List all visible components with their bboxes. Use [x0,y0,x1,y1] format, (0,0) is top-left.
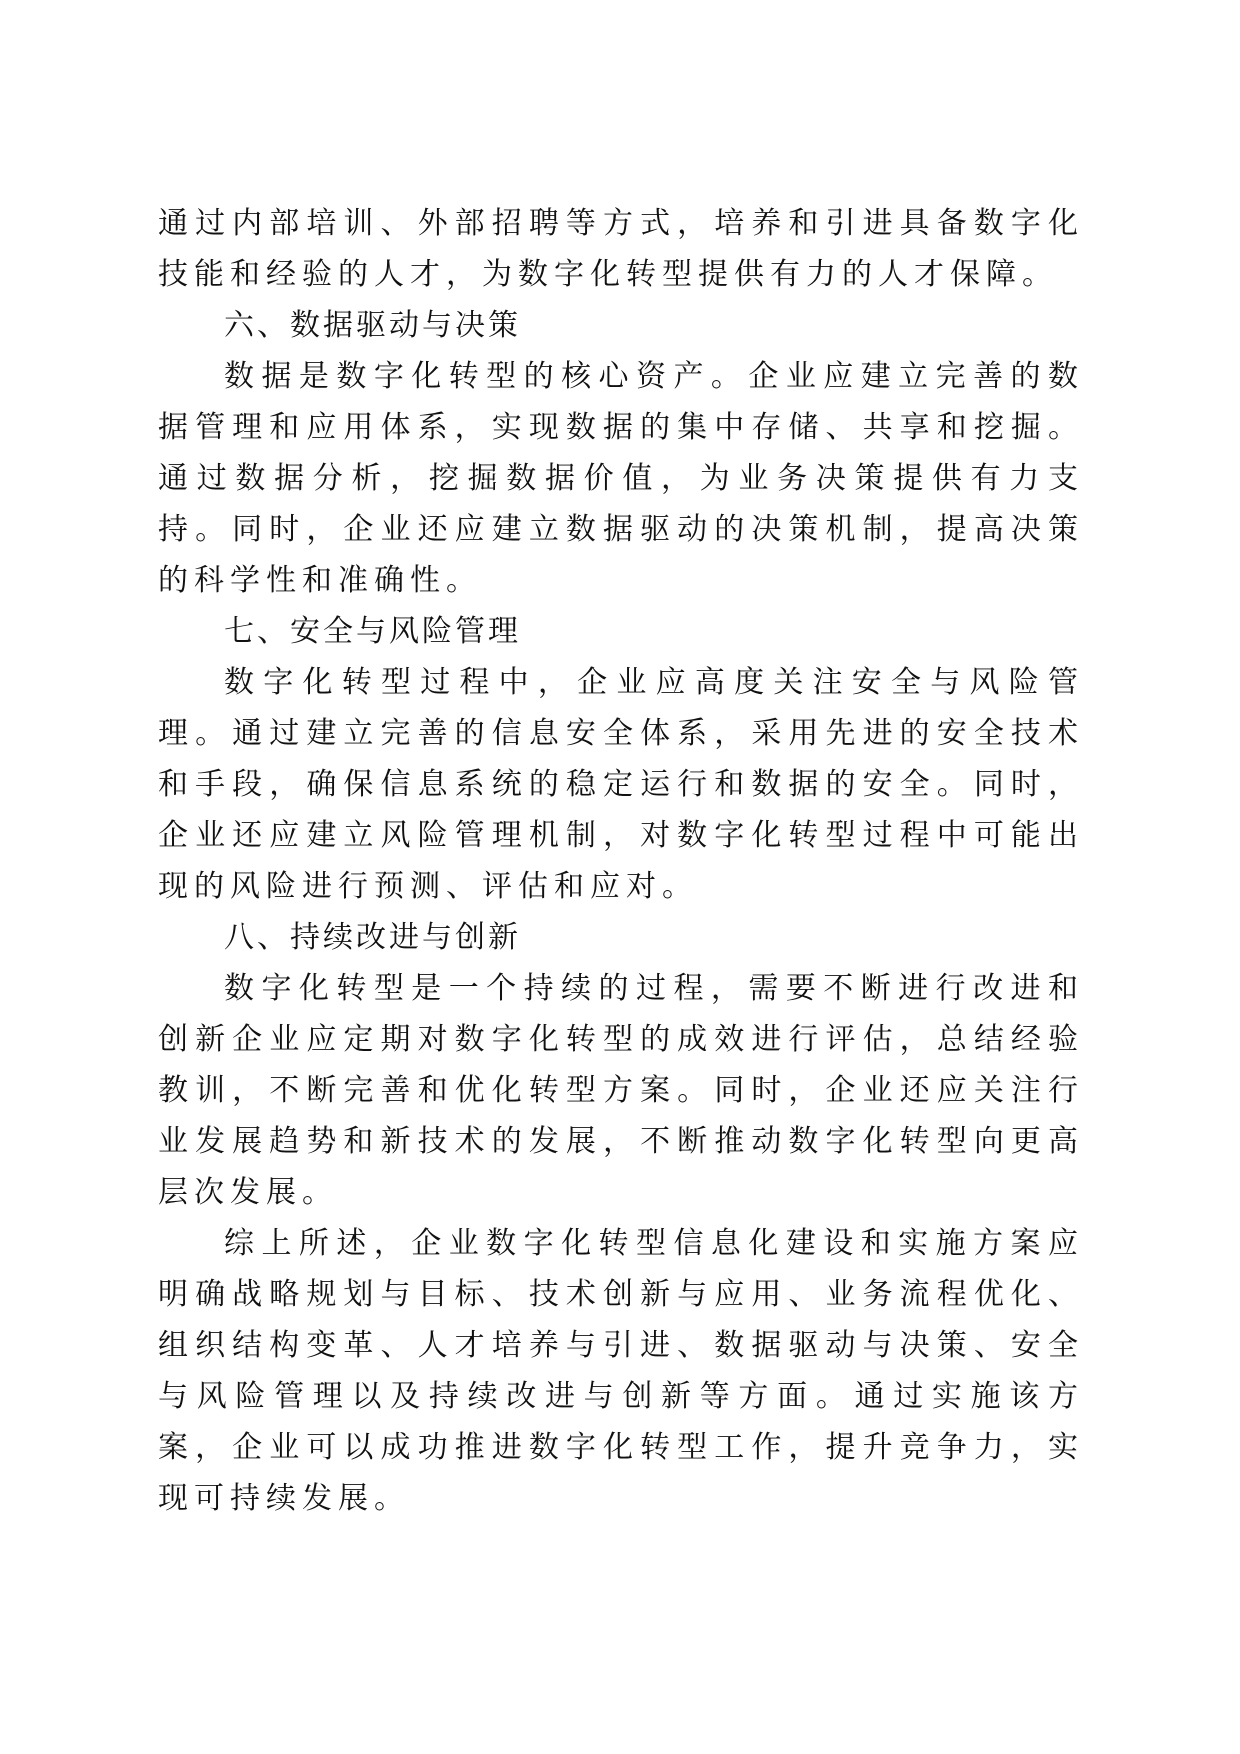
section-6-heading: 六、数据驱动与决策 [224,308,521,343]
section-8-heading: 八、持续改进与创新 [224,920,521,955]
section-6-paragraph: 数据是数字化转型的核心资产。企业应建立完善的数据管理和应用体系，实现数据的集中存储、共享和挖掘。通过数据分析，挖掘数据价值，为业务决策提供有力支持。同时，企业还应建立数据驱动的决策机制，提高决策的科学性和准确性。 [158,359,1084,598]
summary-paragraph: 综上所述，企业数字化转型信息化建设和实施方案应明确战略规划与目标、技术创新与应用、业务流程优化、组织结构变革、人才培养与引进、数据驱动与决策、安全与风险管理以及持续改进与创新等方面。通过实施该方案，企业可以成功推进数字化转型工作，提升竞争力，实现可持续发展。 [158,1226,1084,1516]
section-8-paragraph: 数字化转型是一个持续的过程，需要不断进行改进和创新企业应定期对数字化转型的成效进行评估，总结经验教训，不断完善和优化转型方案。同时，企业还应关注行业发展趋势和新技术的发展，不断推动数字化转型向更高层次发展。 [158,971,1084,1210]
section-7-paragraph: 数字化转型过程中，企业应高度关注安全与风险管理。通过建立完善的信息安全体系，采用先进的安全技术和手段，确保信息系统的稳定运行和数据的安全。同时，企业还应建立风险管理机制，对数字化转型过程中可能出现的风险进行预测、评估和应对。 [158,665,1084,904]
document-body [158,198,1084,1524]
intro-paragraph: 通过内部培训、外部招聘等方式，培养和引进具备数字化技能和经验的人才，为数字化转型提供有力的人才保障。 [158,206,1084,292]
section-7-heading: 七、安全与风险管理 [224,614,521,649]
